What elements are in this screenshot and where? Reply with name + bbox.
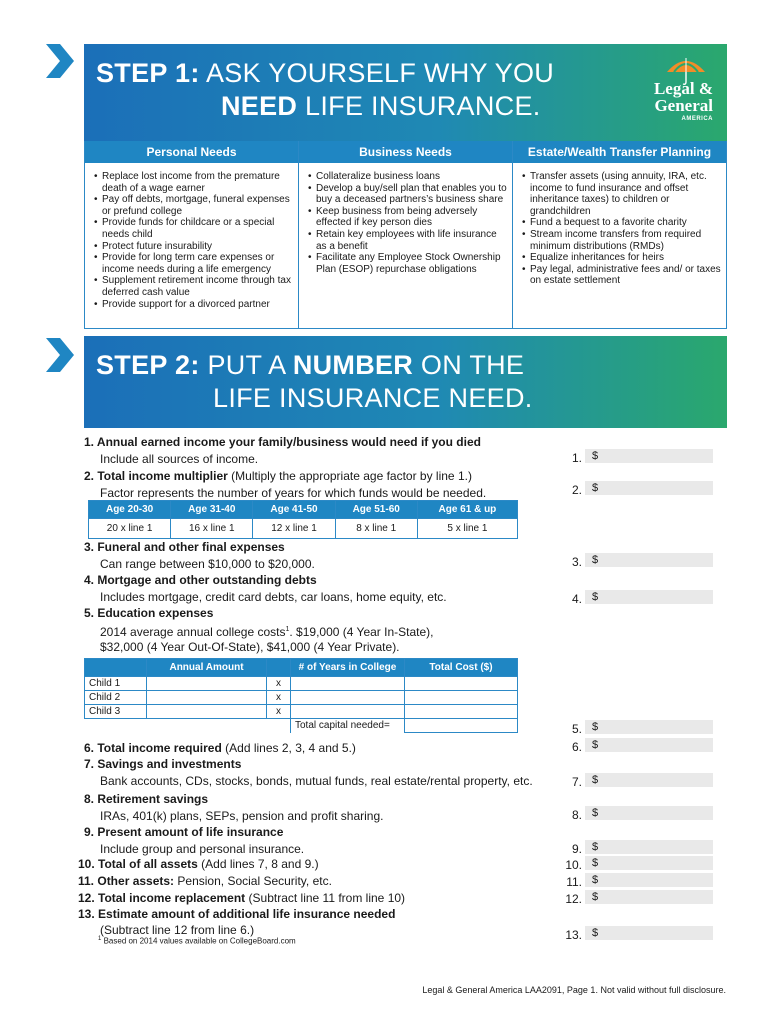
list-item: • Replace lost income from the premature death of a wage earner [94, 171, 294, 194]
list-item: • Keep business from being adversely effected if key person dies [308, 206, 508, 229]
logo-text-america: AMERICA [681, 116, 713, 122]
answer-line-number: 4. [571, 592, 582, 606]
line3-heading: 3. Funeral and other final expenses [84, 540, 285, 554]
line8-description: IRAs, 401(k) plans, SEPs, pension and profit sharing. [100, 809, 384, 823]
answer-input-13[interactable]: $ [585, 926, 713, 940]
step2-banner [84, 336, 727, 428]
total-cost-input[interactable] [405, 705, 518, 719]
age-factor-cell: 8 x line 1 [335, 519, 417, 539]
line12-heading: 12. Total income replacement (Subtract line 11 from line 10) [78, 891, 406, 905]
years-input[interactable] [291, 705, 405, 719]
estate-planning-column [512, 141, 726, 328]
step1-banner [84, 44, 727, 141]
list-item: • Facilitate any Employee Stock Ownership Plan (ESOP) repurchase obligations [308, 252, 508, 275]
age-header: Age 31-40 [171, 501, 253, 519]
list-item: • Stream income transfers from required minimum distributions (RMDs) [522, 229, 722, 252]
multiply-sign: x [267, 691, 291, 705]
edu-header [267, 659, 291, 677]
answer-line-number: 1. [571, 451, 582, 465]
age-header: Age 20-30 [89, 501, 171, 519]
age-factor-cell: 16 x line 1 [171, 519, 253, 539]
table-row [85, 691, 518, 705]
logo-text-legal: Legal & [653, 79, 713, 98]
age-header: Age 41-50 [253, 501, 335, 519]
total-capital-label: Total capital needed= [291, 719, 405, 733]
answer-line-number: 12. [565, 892, 582, 906]
line7-heading: 7. Savings and investments [84, 757, 242, 771]
list-item: • Pay off debts, mortgage, funeral expenses or prefund college [94, 194, 294, 217]
edu-header: Total Cost ($) [405, 659, 518, 677]
list-item: • Protect future insurability [94, 241, 294, 253]
answer-line-number: 6. [571, 740, 582, 754]
list-item: • Equalize inheritances for heirs [522, 252, 722, 264]
answer-line-number: 5. [571, 722, 582, 736]
total-capital-input[interactable] [405, 719, 518, 733]
edu-header: Annual Amount [147, 659, 267, 677]
education-cost-table [84, 658, 518, 733]
list-item: • Provide support for a divorced partner [94, 299, 294, 311]
list-item: • Provide for long term care expenses or income needs during a life emergency [94, 252, 294, 275]
footnote: $^1$ Based on 2014 values available on CollegeBoard.com [98, 936, 296, 946]
line13-description: (Subtract line 12 from line 6.) [100, 923, 255, 937]
personal-needs-column [85, 141, 298, 328]
answer-input-1[interactable]: $ [585, 449, 713, 463]
page-footer: Legal & General America LAA2091, Page 1. Not valid without full disclosure. [422, 985, 726, 995]
line6-heading: 6. Total income required (Add lines 2, 3, 4 and 5.) [84, 741, 356, 755]
child-label: Child 2 [85, 691, 147, 705]
line10-heading: 10. Total of all assets (Add lines 7, 8 and 9.) [78, 857, 319, 871]
line5-description-costs: $32,000 (4 Year Out-Of-State), $41,000 (4 Year Private). [100, 640, 400, 654]
line2-heading: 2. Total income multiplier (Multiply the appropriate age factor by line 1.) [84, 469, 472, 483]
age-factor-cell: 12 x line 1 [253, 519, 335, 539]
line3-description: Can range between $10,000 to $20,000. [100, 557, 315, 571]
multiply-sign: x [267, 677, 291, 691]
line1-description: Include all sources of income. [100, 452, 259, 466]
child-label: Child 1 [85, 677, 147, 691]
answer-input-11[interactable]: $ [585, 873, 713, 887]
age-factor-cell: 5 x line 1 [417, 519, 517, 539]
business-needs-list [299, 163, 512, 275]
child-label: Child 3 [85, 705, 147, 719]
estate-planning-header: Estate/Wealth Transfer Planning [513, 141, 726, 163]
answer-input-8[interactable]: $ [585, 806, 713, 820]
business-needs-header: Business Needs [299, 141, 512, 163]
line5-description: 2014 average annual college costs$^1$. $19,000 (4 Year In-State), [100, 625, 434, 639]
list-item: • Develop a buy/sell plan that enables you to buy a deceased partners’s business share [308, 183, 508, 206]
answer-input-3[interactable]: $ [585, 553, 713, 567]
line1-heading: 1. Annual earned income your family/business would need if you died [84, 435, 481, 449]
step2-heading-line1: STEP 2: PUT A NUMBER ON THE [96, 350, 525, 380]
business-needs-column [298, 141, 512, 328]
line8-heading: 8. Retirement savings [84, 792, 209, 806]
answer-input-7[interactable]: $ [585, 773, 713, 787]
list-item: • Supplement retirement income through tax deferred cash value [94, 275, 294, 298]
list-item: • Provide funds for childcare or a special needs child [94, 217, 294, 240]
age-factor-table [88, 500, 518, 539]
step1-heading-line1: STEP 1: ASK YOURSELF WHY YOU [96, 58, 555, 88]
answer-line-number: 10. [565, 858, 582, 872]
table-row [85, 677, 518, 691]
needs-table [84, 141, 727, 329]
table-row [85, 705, 518, 719]
step1-heading-line2: NEED LIFE INSURANCE. [221, 91, 541, 121]
line9-heading: 9. Present amount of life insurance [84, 825, 284, 839]
age-header: Age 51-60 [335, 501, 417, 519]
edu-header: # of Years in College [291, 659, 405, 677]
line9-description: Include group and personal insurance. [100, 842, 305, 856]
answer-line-number: 3. [571, 555, 582, 569]
list-item: • Collateralize business loans [308, 171, 508, 183]
annual-amount-input[interactable] [147, 677, 267, 691]
annual-amount-input[interactable] [147, 705, 267, 719]
line5-heading: 5. Education expenses [84, 606, 214, 620]
line4-heading: 4. Mortgage and other outstanding debts [84, 573, 317, 587]
answer-line-number: 9. [571, 842, 582, 856]
total-cost-input[interactable] [405, 691, 518, 705]
answer-input-2[interactable]: $ [585, 481, 713, 495]
list-item: • Pay legal, administrative fees and/ or taxes on estate settlement [522, 264, 722, 287]
age-factor-cell: 20 x line 1 [89, 519, 171, 539]
total-cost-input[interactable] [405, 677, 518, 691]
legal-general-logo [637, 52, 719, 132]
age-header: Age 61 & up [417, 501, 517, 519]
answer-line-number: 8. [571, 808, 582, 822]
line4-description: Includes mortgage, credit card debts, car loans, home equity, etc. [100, 590, 447, 604]
answer-input-4[interactable]: $ [585, 590, 713, 604]
step2-heading-line2: LIFE INSURANCE NEED. [213, 383, 533, 413]
answer-input-9[interactable]: $ [585, 840, 713, 854]
line11-heading: 11. Other assets: Pension, Social Security, etc. [78, 874, 332, 888]
annual-amount-input[interactable] [147, 691, 267, 705]
answer-input-5[interactable]: $ [585, 720, 713, 734]
personal-needs-list [85, 163, 298, 310]
years-input[interactable] [291, 677, 405, 691]
years-input[interactable] [291, 691, 405, 705]
table-row [85, 719, 518, 733]
logo-text-general: General [654, 96, 713, 115]
answer-input-10[interactable]: $ [585, 856, 713, 870]
multiply-sign: x [267, 705, 291, 719]
chevron-right-icon [44, 44, 74, 78]
personal-needs-header: Personal Needs [85, 141, 298, 163]
line7-description: Bank accounts, CDs, stocks, bonds, mutual funds, real estate/rental property, etc. [100, 774, 533, 788]
line2-description: Factor represents the number of years for which funds would be needed. [100, 486, 487, 500]
answer-line-number: 11. [566, 875, 582, 889]
list-item: • Transfer assets (using annuity, IRA, etc. income to fund insurance and offset inheritance taxes) to children or grandchildren [522, 171, 722, 217]
chevron-right-icon [44, 338, 74, 372]
answer-line-number: 7. [571, 775, 582, 789]
estate-planning-list [513, 163, 726, 287]
answer-line-number: 13. [565, 928, 582, 942]
list-item: • Fund a bequest to a favorite charity [522, 217, 722, 229]
line13-heading: 13. Estimate amount of additional life insurance needed [78, 907, 396, 921]
answer-input-6[interactable]: $ [585, 738, 713, 752]
answer-input-12[interactable]: $ [585, 890, 713, 904]
answer-line-number: 2. [571, 483, 582, 497]
list-item: • Retain key employees with life insurance as a benefit [308, 229, 508, 252]
edu-header [85, 659, 147, 677]
